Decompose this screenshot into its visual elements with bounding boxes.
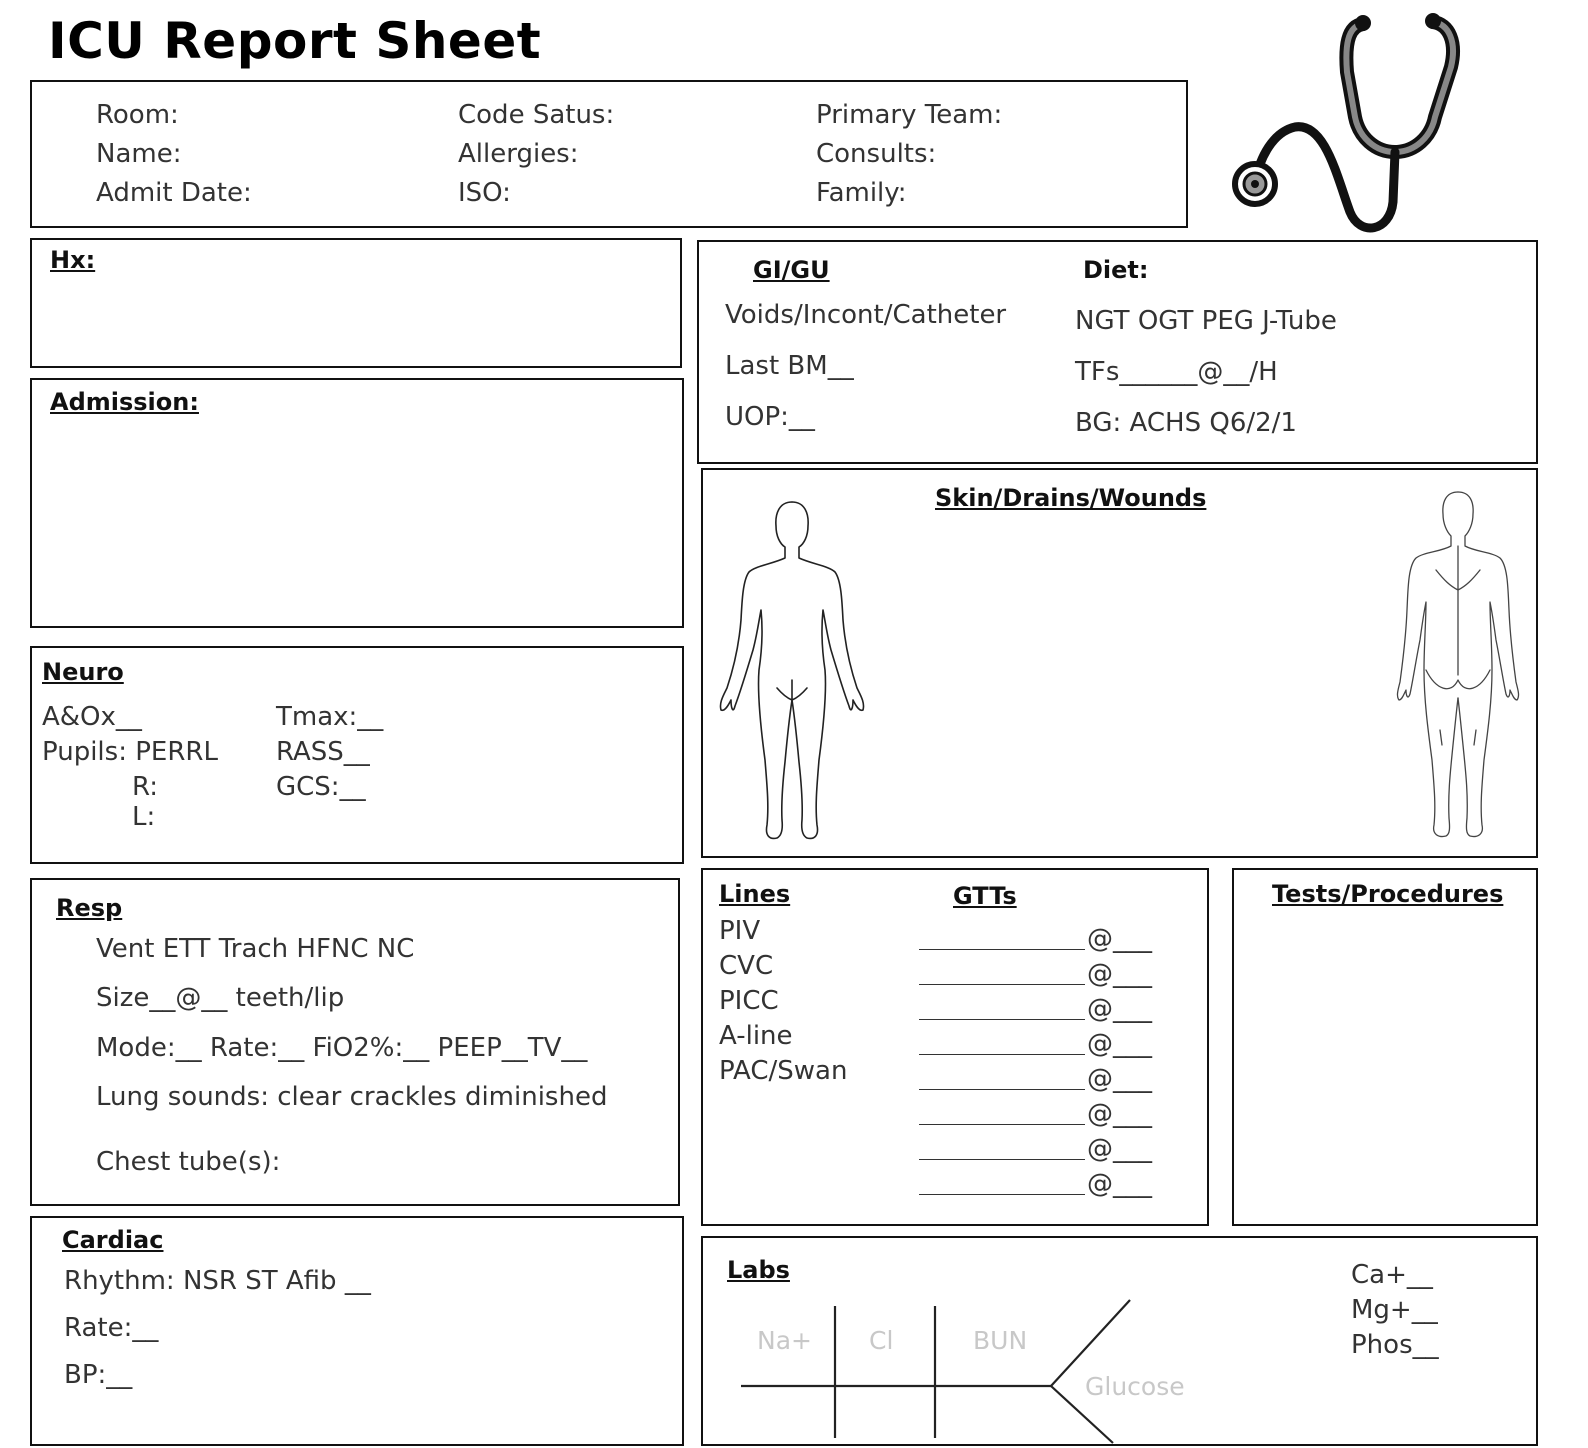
tube-size-line: Size__@__ teeth/lip	[96, 983, 345, 1013]
phosphorus-line: Phos__	[1351, 1330, 1439, 1360]
gtt-rate: @___	[1087, 1134, 1152, 1164]
gtt-rate: @___	[1087, 1169, 1152, 1199]
magnesium-line: Mg+__	[1351, 1295, 1438, 1325]
family-label: Family:	[816, 178, 907, 208]
lines-gtts-box	[701, 868, 1209, 1226]
pupils-label: Pupils: PERRL	[42, 737, 218, 767]
chest-tube-line: Chest tube(s):	[96, 1147, 281, 1177]
skin-heading: Skin/Drains/Wounds	[935, 484, 1207, 512]
rate-line: Rate:__	[64, 1313, 159, 1343]
gigu-heading: GI/GU	[753, 256, 830, 284]
page-title: ICU Report Sheet	[48, 12, 542, 70]
vent-settings-line: Mode:__ Rate:__ FiO2%:__ PEEP__TV__	[96, 1033, 588, 1063]
resp-heading: Resp	[56, 894, 123, 922]
cardiac-box	[30, 1216, 684, 1446]
line-item-cvc: CVC	[719, 951, 774, 981]
name-label: Name:	[96, 139, 182, 169]
rass-label: RASS__	[276, 737, 370, 767]
calcium-line: Ca+__	[1351, 1260, 1433, 1290]
gtt-row	[919, 1134, 1085, 1160]
body-front-icon	[717, 500, 867, 845]
allergies-label: Allergies:	[458, 139, 579, 169]
labs-box	[701, 1236, 1538, 1446]
line-item-aline: A-line	[719, 1021, 793, 1051]
hx-heading: Hx:	[50, 246, 96, 274]
stethoscope-icon	[1225, 12, 1475, 237]
gtt-rate: @___	[1087, 959, 1152, 989]
pupil-l-label: L:	[132, 802, 156, 832]
gtt-rate: @___	[1087, 1064, 1152, 1094]
body-back-icon	[1396, 490, 1521, 845]
blood-glucose-line: BG: ACHS Q6/2/1	[1075, 408, 1297, 438]
gtt-rate: @___	[1087, 1029, 1152, 1059]
airway-options: Vent ETT Trach HFNC NC	[96, 934, 415, 964]
diet-heading: Diet:	[1083, 256, 1149, 284]
gtt-rate: @___	[1087, 924, 1152, 954]
tests-procedures-box	[1232, 868, 1538, 1226]
aox-label: A&Ox__	[42, 702, 142, 732]
room-label: Room:	[96, 100, 179, 130]
labs-heading: Labs	[727, 1256, 790, 1284]
tmax-label: Tmax:__	[276, 702, 384, 732]
gtt-row	[919, 924, 1085, 950]
lab-bun: BUN	[973, 1326, 1028, 1355]
patient-info-box	[30, 80, 1188, 228]
admission-box	[30, 378, 684, 628]
neuro-box	[30, 646, 684, 864]
gtt-row	[919, 1029, 1085, 1055]
skin-box	[701, 468, 1538, 858]
consults-label: Consults:	[816, 139, 937, 169]
gtt-row	[919, 1064, 1085, 1090]
bp-line: BP:__	[64, 1360, 133, 1390]
lab-glucose: Glucose	[1085, 1372, 1185, 1401]
gtts-heading: GTTs	[953, 882, 1017, 910]
lines-heading: Lines	[719, 880, 791, 908]
pupil-r-label: R:	[132, 772, 159, 802]
lab-sodium: Na+	[757, 1326, 812, 1355]
gtt-rate: @___	[1087, 994, 1152, 1024]
resp-box	[30, 878, 680, 1206]
hx-box	[30, 238, 682, 368]
gtt-rate: @___	[1087, 1099, 1152, 1129]
gtt-row	[919, 1169, 1085, 1195]
lab-chloride: Cl	[869, 1326, 894, 1355]
iso-label: ISO:	[458, 178, 511, 208]
lab-fishbone-diagram	[703, 1238, 1540, 1448]
rhythm-line: Rhythm: NSR ST Afib __	[64, 1266, 371, 1296]
gtt-row	[919, 994, 1085, 1020]
gigu-diet-box	[697, 240, 1538, 464]
cardiac-heading: Cardiac	[62, 1226, 164, 1254]
gcs-label: GCS:__	[276, 772, 366, 802]
line-item-pac-swan: PAC/Swan	[719, 1056, 848, 1086]
feeding-tube-options: NGT OGT PEG J-Tube	[1075, 306, 1337, 336]
code-status-label: Code Satus:	[458, 100, 615, 130]
gtt-row	[919, 959, 1085, 985]
neuro-heading: Neuro	[42, 658, 124, 686]
tests-heading: Tests/Procedures	[1272, 880, 1504, 908]
gtt-row	[919, 1099, 1085, 1125]
admit-date-label: Admit Date:	[96, 178, 252, 208]
admission-heading: Admission:	[50, 388, 199, 416]
line-item-piv: PIV	[719, 916, 761, 946]
line-item-picc: PICC	[719, 986, 779, 1016]
uop-line: UOP:__	[725, 402, 815, 432]
tube-feeds-line: TFs______@__/H	[1075, 357, 1278, 387]
last-bm-line: Last BM__	[725, 351, 854, 381]
voids-line: Voids/Incont/Catheter	[725, 300, 1007, 330]
lung-sounds-line: Lung sounds: clear crackles diminished	[96, 1082, 608, 1112]
primary-team-label: Primary Team:	[816, 100, 1003, 130]
